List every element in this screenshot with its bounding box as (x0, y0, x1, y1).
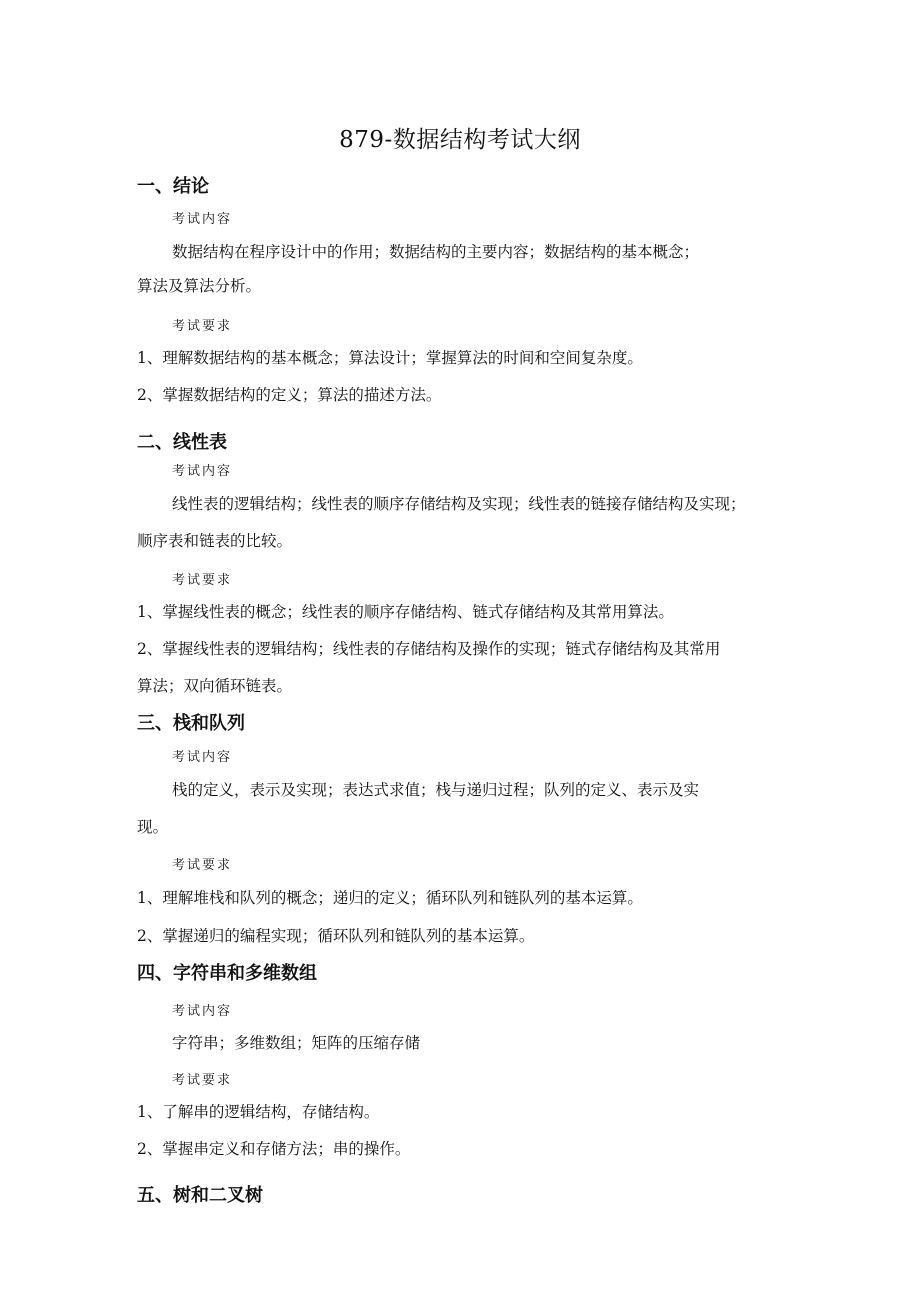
content-label: 考试内容 (172, 750, 233, 765)
requirement-item: 2、掌握数据结构的定义；算法的描述方法。 (137, 386, 442, 404)
content-label: 考试内容 (172, 1004, 233, 1019)
requirement-item: 1、了解串的逻辑结构，存储结构。 (137, 1103, 380, 1121)
requirement-item: 2、掌握串定义和存储方法；串的操作。 (137, 1140, 411, 1158)
requirement-item: 1、理解数据结构的基本概念；算法设计；掌握算法的时间和空间复杂度。 (137, 349, 643, 367)
requirement-item: 1、理解堆栈和队列的概念；递归的定义；循环队列和链队列的基本运算。 (137, 889, 643, 907)
section-heading-2: 二、线性表 (137, 432, 227, 453)
content-line: 线性表的逻辑结构；线性表的顺序存储结构及实现；线性表的链接存储结构及实现； (172, 495, 746, 513)
content-label: 考试内容 (172, 464, 233, 479)
requirement-item: 1、掌握线性表的概念；线性表的顺序存储结构、链式存储结构及其常用算法。 (137, 603, 674, 621)
requirements-label: 考试要求 (172, 858, 233, 873)
content-line: 现。 (137, 818, 169, 836)
requirement-item-continuation: 算法；双向循环链表。 (137, 677, 293, 695)
section-heading-3: 三、栈和队列 (137, 713, 245, 734)
requirement-item: 2、掌握递归的编程实现；循环队列和链队列的基本运算。 (137, 927, 535, 945)
content-line: 栈的定义，表示及实现；表达式求值；栈与递归过程；队列的定义、表示及实 (172, 781, 700, 799)
requirements-label: 考试要求 (172, 1073, 233, 1088)
content-line: 字符串；多维数组；矩阵的压缩存储 (172, 1034, 421, 1052)
requirements-label: 考试要求 (172, 319, 233, 334)
content-line: 算法及算法分析。 (137, 277, 262, 295)
content-line: 数据结构在程序设计中的作用；数据结构的主要内容；数据结构的基本概念； (172, 243, 700, 261)
section-heading-4: 四、字符串和多维数组 (137, 963, 317, 984)
content-line: 顺序表和链表的比较。 (137, 532, 293, 550)
section-heading-5: 五、树和二叉树 (137, 1185, 263, 1206)
requirements-label: 考试要求 (172, 573, 233, 588)
section-heading-1: 一、结论 (137, 176, 209, 197)
document-title: 879-数据结构考试大纲 (339, 127, 581, 153)
content-label: 考试内容 (172, 212, 233, 227)
requirement-item: 2、掌握线性表的逻辑结构；线性表的存储结构及操作的实现；链式存储结构及其常用 (137, 640, 721, 658)
